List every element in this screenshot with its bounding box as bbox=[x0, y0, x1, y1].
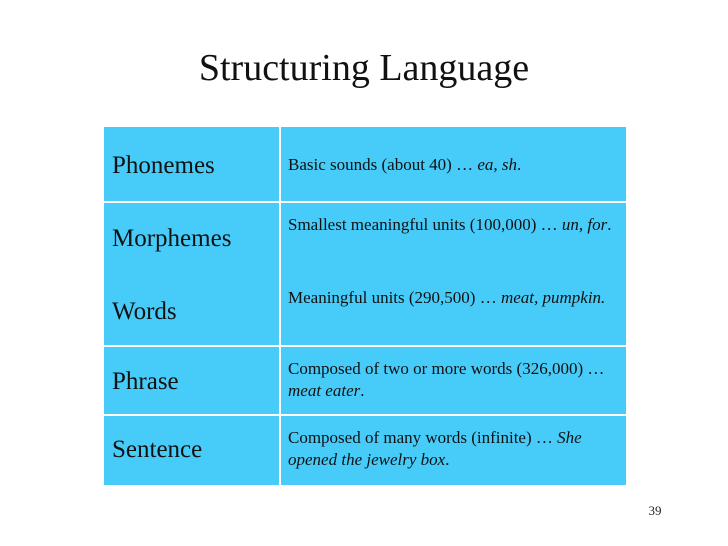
term-sentence: Sentence bbox=[112, 436, 203, 463]
desc-phonemes: Basic sounds (about 40) … ea, sh. bbox=[288, 155, 522, 174]
language-structure-table bbox=[104, 127, 626, 485]
term-phonemes: Phonemes bbox=[112, 152, 215, 179]
desc-sentence: Composed of many words (infinite) … She opened the jewelry box. bbox=[288, 428, 582, 469]
desc-phrase: Composed of two or more words (326,000) … meat eater. bbox=[288, 359, 605, 400]
term-morphemes: Morphemes bbox=[112, 225, 232, 252]
row-divider bbox=[104, 345, 626, 347]
desc-words: Meaningful units (290,500) … meat, pumpkin. bbox=[288, 288, 606, 307]
row-divider bbox=[104, 414, 626, 416]
desc-morphemes: Smallest meaningful units (100,000) … un, for. bbox=[288, 215, 612, 234]
page-number: 39 bbox=[648, 503, 662, 518]
term-phrase: Phrase bbox=[112, 368, 179, 395]
row-divider bbox=[104, 201, 626, 203]
slide-title: Structuring Language bbox=[198, 47, 530, 89]
term-words: Words bbox=[112, 298, 177, 325]
column-divider bbox=[279, 127, 281, 485]
